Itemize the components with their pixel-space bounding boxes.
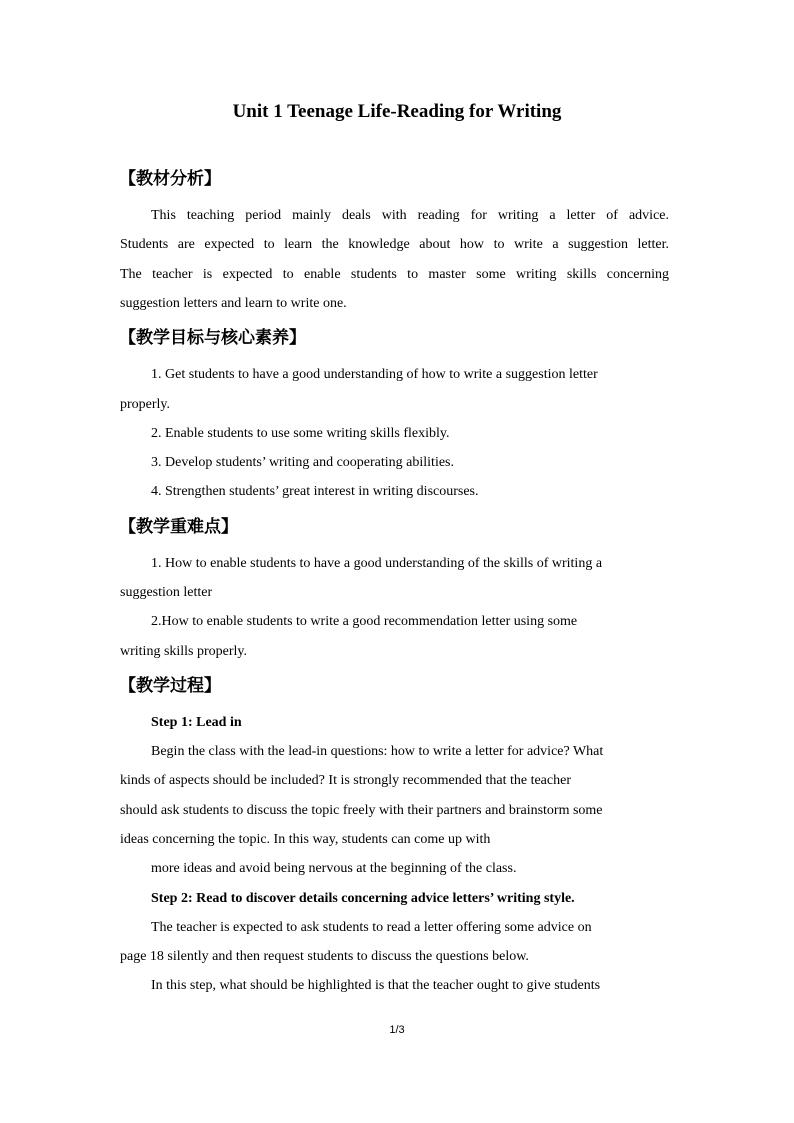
paragraph-line: kinds of aspects should be included? It is strongly recommended that the teacher	[120, 773, 571, 788]
paragraph-line: page 18 silently and then request students to discuss the questions below.	[120, 949, 529, 964]
list-item: 1. How to enable students to have a good understanding of the skills of writing a	[151, 556, 603, 571]
section-heading-key-points: 【教学重难点】	[119, 517, 238, 537]
list-item: 1. Get students to have a good understanding of how to write a suggestion letter	[151, 367, 598, 382]
paragraph-line: should ask students to discuss the topic freely with their partners and brainstorm some	[120, 803, 603, 818]
paragraph-line: Students are expected to learn the knowledge about how to write a suggestion letter.	[120, 237, 669, 252]
paragraph-line: ideas concerning the topic. In this way, students can come up with	[120, 832, 491, 847]
list-item-continuation: writing skills properly.	[120, 644, 248, 659]
document-title: Unit 1 Teenage Life-Reading for Writing	[232, 101, 562, 122]
paragraph-line: The teacher is expected to enable students to master some writing skills concerning	[120, 267, 669, 282]
paragraph-line: In this step, what should be highlighted is that the teacher ought to give students	[151, 978, 601, 993]
page-number: 1/3	[389, 1024, 405, 1036]
list-item: 2.How to enable students to write a good recommendation letter using some	[151, 614, 578, 629]
paragraph-line: This teaching period mainly deals with reading for writing a letter of advice.	[151, 208, 669, 223]
paragraph-line: Begin the class with the lead-in questions: how to write a letter for advice? What	[151, 744, 604, 759]
paragraph-line: more ideas and avoid being nervous at the beginning of the class.	[151, 861, 517, 876]
section-heading-analysis: 【教材分析】	[119, 169, 221, 189]
step-2-title: Step 2: Read to discover details concerning advice letters’ writing style.	[151, 891, 575, 906]
list-item: 3. Develop students’ writing and cooperating abilities.	[151, 455, 455, 470]
paragraph-line: The teacher is expected to ask students to read a letter offering some advice on	[151, 920, 592, 935]
list-item: 2. Enable students to use some writing skills flexibly.	[151, 426, 450, 441]
step-1-title: Step 1: Lead in	[151, 715, 242, 730]
list-item-continuation: properly.	[120, 397, 171, 412]
section-heading-process: 【教学过程】	[119, 676, 221, 696]
paragraph-line: suggestion letters and learn to write one.	[120, 296, 347, 311]
list-item: 4. Strengthen students’ great interest in writing discourses.	[151, 484, 479, 499]
list-item-continuation: suggestion letter	[120, 585, 213, 600]
section-heading-objectives: 【教学目标与核心素养】	[119, 328, 306, 348]
